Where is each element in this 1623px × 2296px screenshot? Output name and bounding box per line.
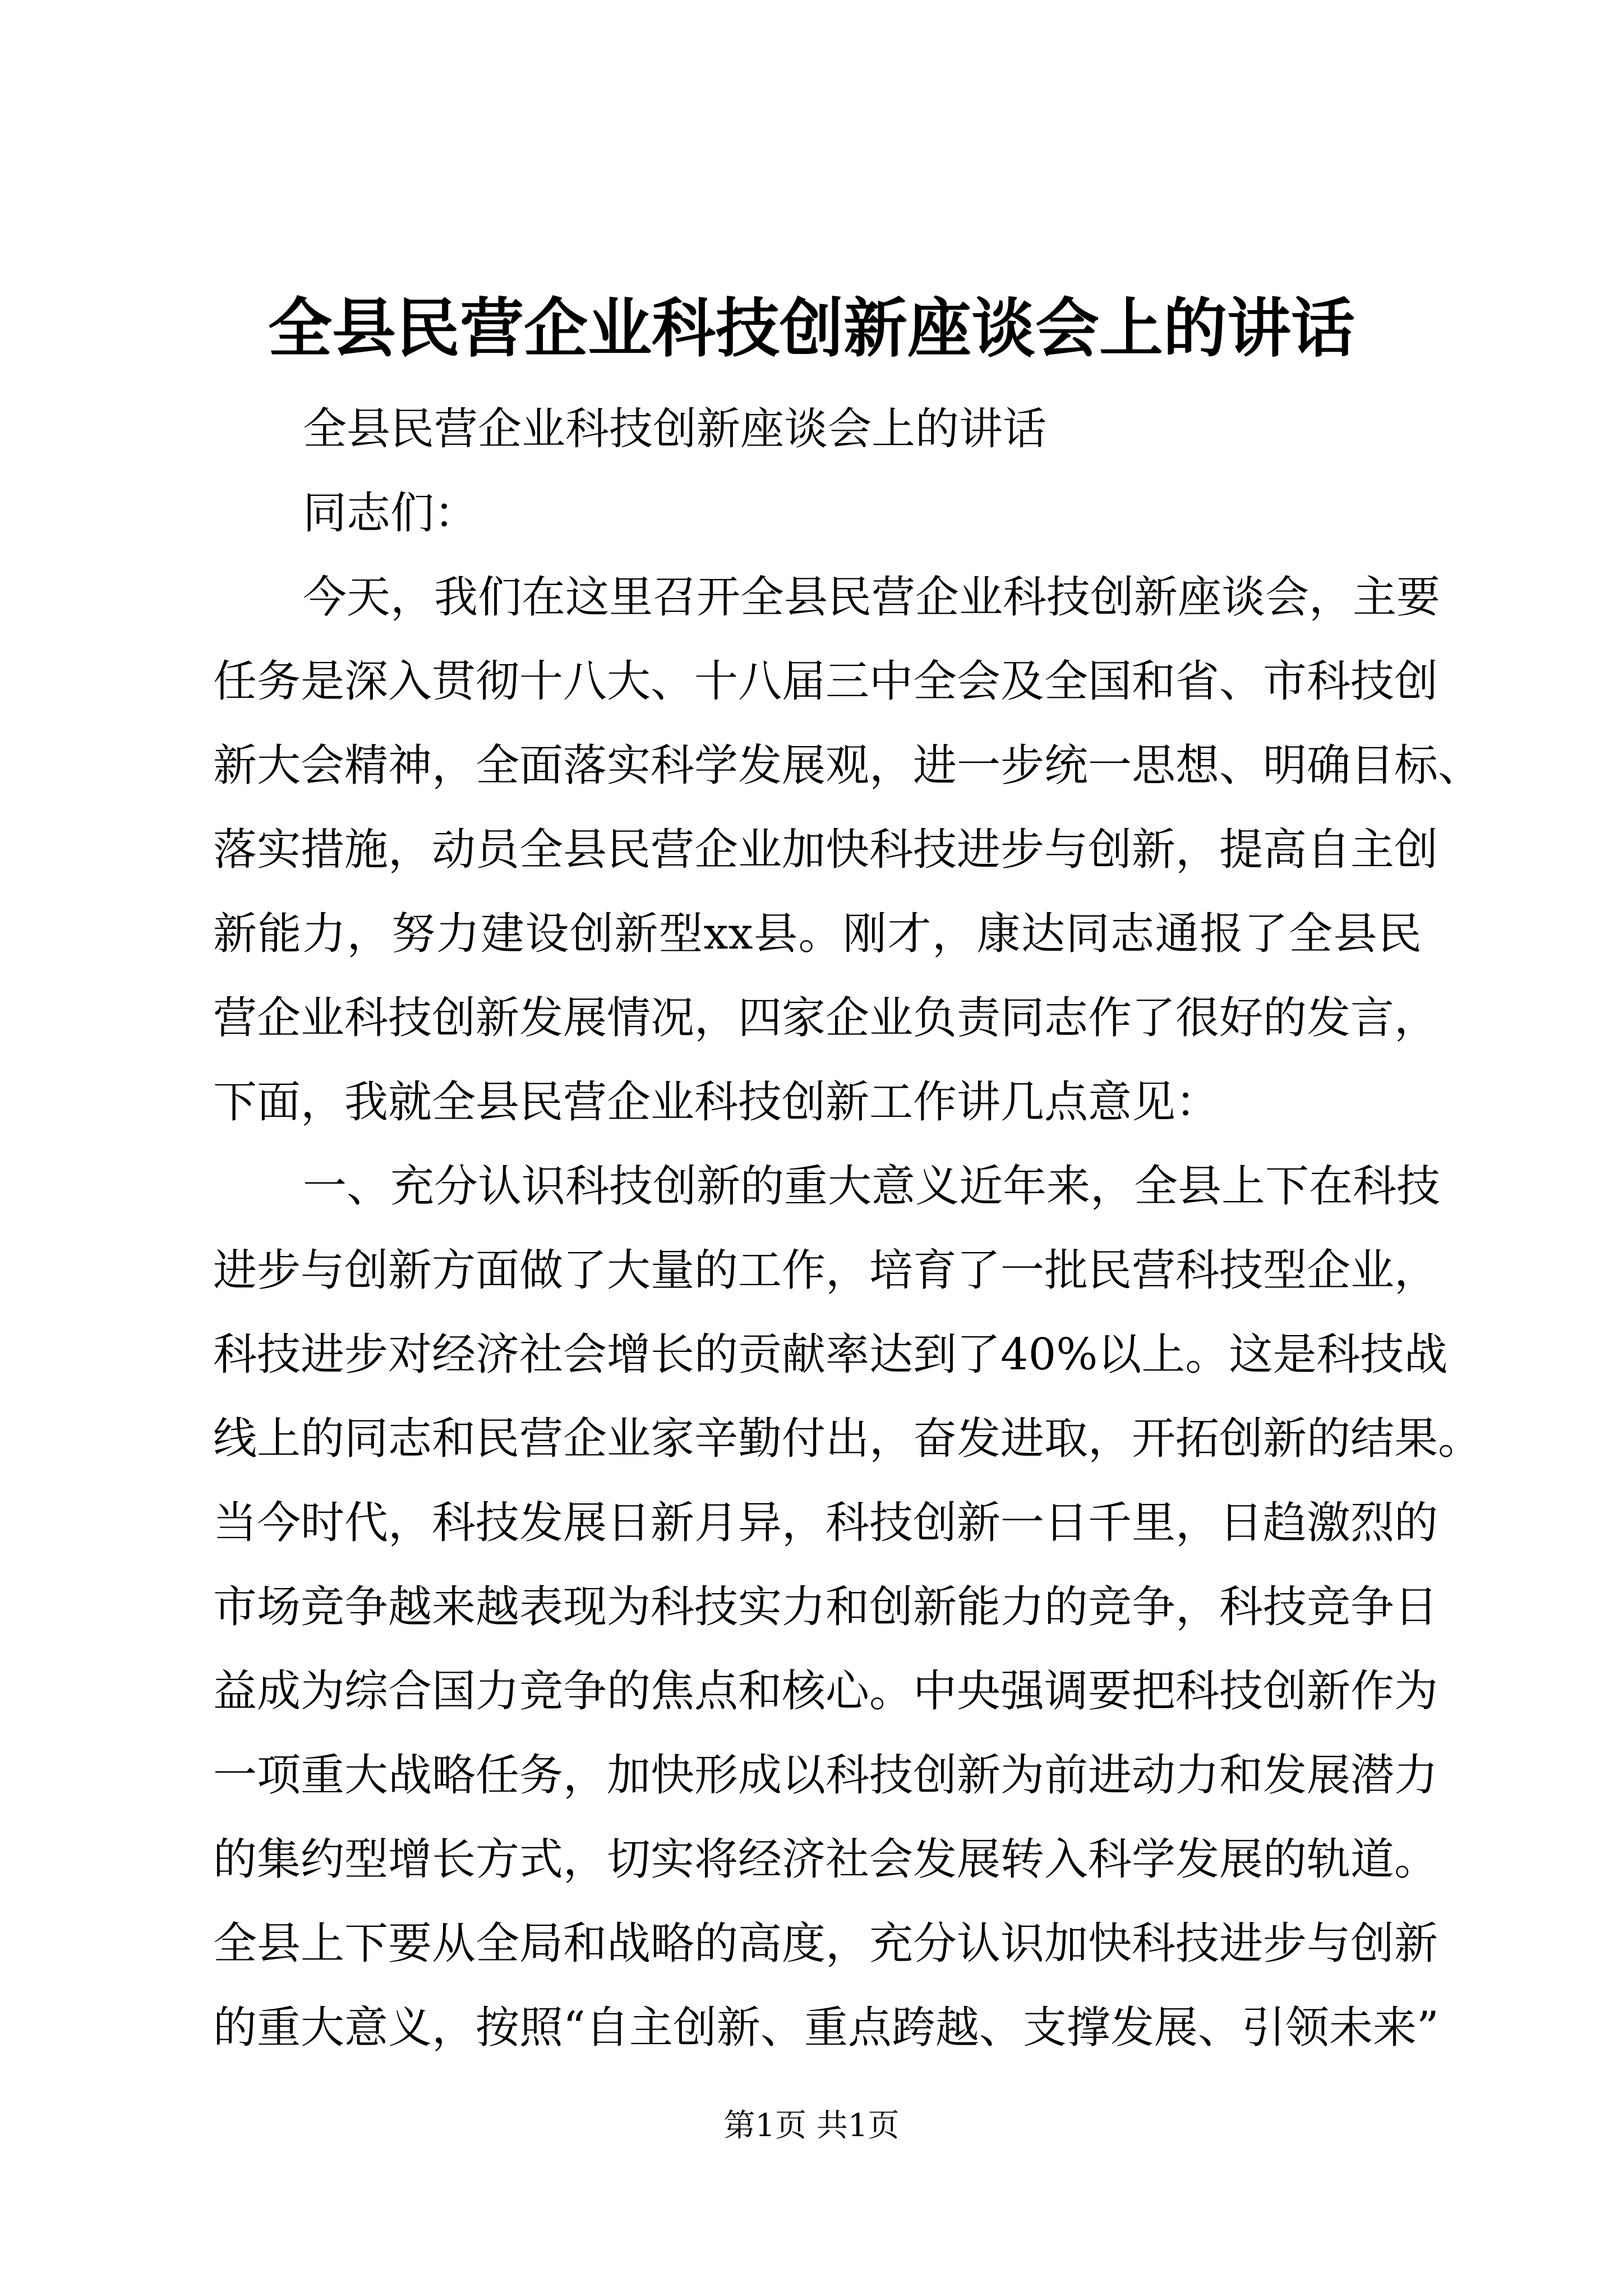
paragraph-line: 市场竞争越来越表现为科技实力和创新能力的竞争，科技竞争日 xyxy=(213,1582,1438,1632)
paragraph-line: 新大会精神，全面落实科学发展观，进一步统一思想、明确目标、 xyxy=(213,740,1482,791)
paragraph-line: 下面，我就全县民营企业科技创新工作讲几点意见： xyxy=(213,1077,1220,1128)
paragraph-line: 今天，我们在这里召开全县民营企业科技创新座谈会，主要 xyxy=(303,572,1441,623)
document-body xyxy=(213,387,1482,2070)
paragraph-line: 营企业科技创新发展情况，四家企业负责同志作了很好的发言， xyxy=(213,993,1438,1043)
paragraph-line: 当今时代，科技发展日新月异，科技创新一日千里，日趋激烈的 xyxy=(213,1498,1438,1548)
paragraph-line: 的集约型增长方式，切实将经济社会发展转入科学发展的轨道。 xyxy=(213,1834,1438,1885)
paragraph-opening xyxy=(213,555,1482,1144)
paragraph-line: 线上的同志和民营企业家辛勤付出，奋发进取，开拓创新的结果。 xyxy=(213,1414,1482,1464)
paragraph-line: 落实措施，动员全县民营企业加快科技进步与创新，提高自主创 xyxy=(213,825,1438,875)
paragraph-section-one xyxy=(213,1144,1482,2070)
paragraph-line: 科技进步对经济社会增长的贡献率达到了40%以上。这是科技战 xyxy=(213,1329,1448,1380)
subtitle: 全县民营企业科技创新座谈会上的讲话 xyxy=(303,404,1047,454)
document-title: 全县民营企业科技创新座谈会上的讲话 xyxy=(268,291,1355,366)
paragraph-line: 任务是深入贯彻十八大、十八届三中全会及全国和省、市科技创 xyxy=(213,656,1438,707)
paragraph-line: 全县上下要从全局和战略的高度，充分认识加快科技进步与创新 xyxy=(213,1918,1438,1969)
paragraph-line: 的重大意义，按照“自主创新、重点跨越、支撑发展、引领未来” xyxy=(213,2003,1439,2053)
paragraph-line: 一、充分认识科技创新的重大意义近年来，全县上下在科技 xyxy=(303,1161,1441,1212)
page-footer: 第1页 共1页 xyxy=(723,2108,900,2144)
salutation: 同志们： xyxy=(303,488,478,539)
paragraph-line: 进步与创新方面做了大量的工作，培育了一批民营科技型企业， xyxy=(213,1245,1438,1296)
paragraph-line: 益成为综合国力竞争的焦点和核心。中央强调要把科技创新作为 xyxy=(213,1666,1438,1717)
paragraph-line: 新能力，努力建设创新型xx县。刚才，康达同志通报了全县民 xyxy=(213,909,1422,959)
paragraph-line: 一项重大战略任务，加快形成以科技创新为前进动力和发展潜力 xyxy=(213,1750,1438,1801)
